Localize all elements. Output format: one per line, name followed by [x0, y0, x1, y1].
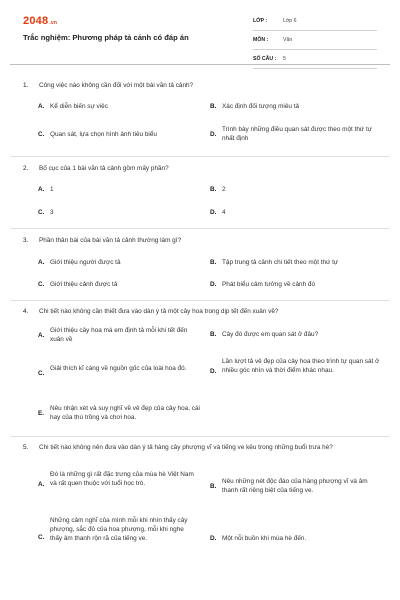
- option-text: Lần lượt tả vẻ đẹp của cây hoa theo trình tự quan sát ở nhiều góc nhìn và thời điểm khác nhau.: [222, 358, 380, 374]
- site-logo[interactable]: [23, 15, 57, 27]
- option-text: Tập trung tả cảnh chi tiết theo một thứ tự: [222, 259, 339, 266]
- meta-row-grade: [253, 15, 377, 31]
- option-letter: A.: [38, 259, 45, 266]
- question-divider: [10, 436, 390, 437]
- option-letter: B.: [210, 483, 217, 490]
- option-letter: D.: [210, 535, 217, 542]
- option-letter: A.: [38, 186, 45, 193]
- question-divider: [10, 228, 390, 229]
- meta-label: MÔN :: [253, 37, 269, 43]
- option-text: Giải thích kĩ càng về nguồn gốc của loài hoa đó.: [50, 365, 187, 372]
- option-text: Nêu những nét độc đáo của hàng phượng vĩ và âm thanh rất riêng biệt của tiếng ve.: [222, 478, 368, 494]
- question-text: Công việc nào không cần đối với một bài văn tả cảnh?: [39, 82, 194, 89]
- option-letter: B.: [210, 103, 217, 110]
- logo-text: 2048: [23, 15, 49, 27]
- meta-label: SỐ CÂU :: [253, 56, 277, 62]
- meta-value: Văn: [283, 37, 293, 43]
- option-letter: B.: [210, 259, 217, 266]
- option-letter: C.: [38, 534, 45, 541]
- question-divider: [10, 156, 390, 157]
- header-divider: [10, 64, 390, 65]
- logo-tld: .vn: [49, 20, 58, 26]
- option-letter: B.: [210, 331, 217, 338]
- option-text: 4: [222, 209, 226, 216]
- option-letter: C.: [38, 281, 45, 288]
- option-letter: B.: [210, 186, 217, 193]
- option-text: Đó là những gì rất đặc trưng của mùa hè Việt Nam và rất quen thuộc với tuổi học trò.: [50, 471, 194, 487]
- question-divider: [10, 300, 390, 301]
- question-number: 4.: [23, 308, 29, 315]
- option-letter: A.: [38, 103, 45, 110]
- option-text: Giới thiệu cảnh được tả: [50, 281, 118, 288]
- option-letter: D.: [210, 281, 217, 288]
- meta-row-count: [253, 53, 377, 69]
- option-letter: D.: [210, 368, 217, 375]
- option-text: Xác định đối tượng miêu tả: [222, 103, 300, 110]
- question-text: Chi tiết nào không cần thiết đưa vào dàn ý tả một cây hoa trong dịp tết đến xuân về?: [39, 308, 279, 315]
- option-text: Giới thiệu người được tả: [50, 259, 121, 266]
- option-text: Giới thiệu cây hoa mà em định tả mỗi khi tết đến xuân về: [50, 327, 188, 343]
- option-letter: E.: [38, 410, 45, 417]
- meta-label: LỚP :: [253, 18, 268, 24]
- option-letter: A.: [38, 481, 45, 488]
- option-letter: D.: [210, 209, 217, 216]
- option-text: 3: [50, 209, 54, 216]
- meta-value: Lớp 6: [283, 18, 297, 24]
- option-letter: C.: [38, 131, 45, 138]
- question-number: 1.: [23, 82, 29, 89]
- option-text: Kể diễn biến sự việc: [50, 103, 108, 110]
- option-letter: A.: [38, 332, 45, 339]
- option-letter: C.: [38, 209, 45, 216]
- page-title: Trắc nghiệm: Phương pháp tả cảnh có đáp án: [23, 33, 189, 42]
- option-text: Nêu nhận xét và suy nghĩ về vẻ đẹp của cây hoa, cái hay của thú trồng và chơi hoa.: [50, 405, 200, 421]
- question-text: Phần thân bài của bài văn tả cảnh thường làm gì?: [39, 237, 182, 244]
- option-text: Phát biểu cảm tưởng về cảnh đó: [222, 281, 316, 288]
- option-text: 1: [50, 186, 54, 193]
- meta-value: 5: [283, 56, 286, 62]
- meta-row-subject: [253, 34, 377, 50]
- option-text: Một nỗi buồn khi mùa hè đến.: [222, 535, 307, 542]
- question-number: 3.: [23, 237, 29, 244]
- option-text: Trình bày những điều quan sát được theo một thứ tự nhất định: [222, 126, 373, 142]
- question-text: Chi tiết nào không nên đưa vào dàn ý tả hàng cây phượng vĩ và tiếng ve kêu trong những buổi trưa hè?: [39, 444, 333, 451]
- option-letter: C.: [38, 370, 45, 377]
- question-number: 2.: [23, 165, 29, 172]
- option-text: Những cảm nghĩ của mình mỗi khi nhìn thấy cây phượng, sắc đỏ của hoa phượng, mỗi khi nghe thấy âm thanh rộn rã của tiếng ve.: [50, 517, 188, 542]
- option-letter: D.: [210, 131, 217, 138]
- option-text: 2: [222, 186, 226, 193]
- question-number: 5.: [23, 444, 29, 451]
- question-text: Bố cục của 1 bài văn tả cảnh gồm mấy phần?: [39, 165, 169, 172]
- option-text: Quan sát, lựa chọn hình ảnh tiêu biểu: [50, 131, 157, 138]
- option-text: Cây đó được em quan sát ở đâu?: [222, 331, 319, 338]
